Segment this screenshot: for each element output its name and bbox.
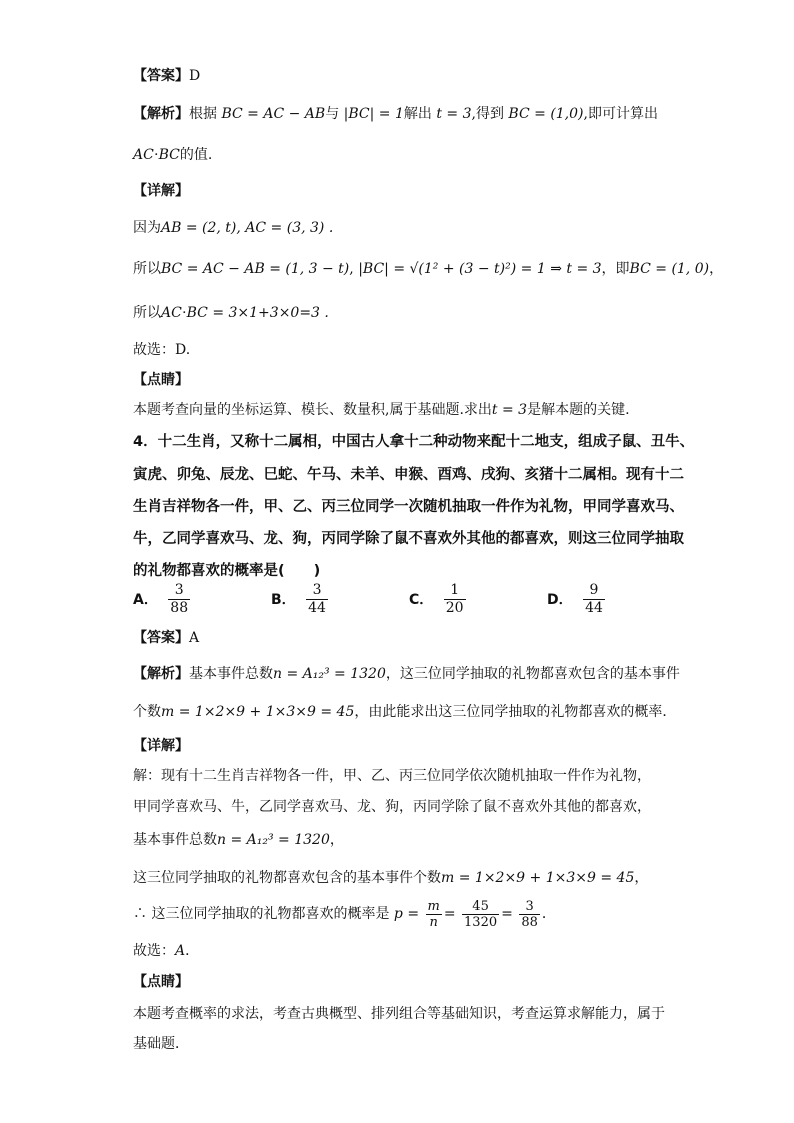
q3-comment-expr: t = 3 bbox=[491, 402, 528, 418]
q4-choose-line bbox=[133, 941, 199, 961]
q3-detail2-expr3: BC = (1, 0) bbox=[629, 261, 710, 277]
q4-detail-line1: 解：现有十二生肖吉祥物各一件，甲、乙、丙三位同学依次随机抽取一件作为礼物， bbox=[133, 768, 651, 784]
q3-detail-tag: 【详解】 bbox=[133, 183, 189, 199]
q4-choose-pre: 故选： bbox=[133, 943, 175, 959]
q4-stem-line3: 生肖吉祥物各一件，甲、乙、丙三位同学一次随机抽取一件作为礼物，甲同学喜欢马、 bbox=[133, 499, 684, 515]
q3-detail3-expr: AC⋅BC = 3×1+3×0=3 . bbox=[161, 305, 329, 321]
q3-analysis-eq1: BC = AC − AB bbox=[221, 106, 326, 122]
q3-analysis-eq4: BC = (1,0) bbox=[508, 106, 584, 122]
q4-detail5-frac1 bbox=[426, 899, 442, 930]
q4-frac3-num: 3 bbox=[519, 899, 540, 915]
q3-answer-tag: 【答案】 bbox=[133, 68, 189, 84]
q4-detail5-frac2 bbox=[462, 899, 499, 930]
q3-analysis-line2-tail: 的值. bbox=[179, 147, 213, 163]
q3-choose-line bbox=[133, 340, 190, 360]
q4-option-d-label: D． bbox=[547, 591, 573, 608]
q4-option-a-fraction bbox=[168, 582, 190, 617]
q4-comment-tag: 【点睛】 bbox=[133, 974, 189, 990]
q4-option-d-num: 9 bbox=[583, 582, 605, 600]
q4-option-d-fraction bbox=[583, 582, 605, 617]
q4-analysis-tag: 【解析】 bbox=[133, 666, 189, 682]
q4-comment-tag-line bbox=[133, 972, 189, 992]
q4-detail-line3 bbox=[133, 830, 344, 850]
q4-stem-line4: 牛，乙同学喜欢马、龙、狗，丙同学除了鼠不喜欢外其他的都喜欢，则这三位同学抽取 bbox=[133, 531, 684, 547]
q3-analysis-tag: 【解析】 bbox=[133, 106, 189, 122]
q4-answer-tag: 【答案】 bbox=[133, 630, 189, 646]
q4-option-c-label: C． bbox=[409, 591, 434, 608]
q4-detail4-expr: m = 1×2×9 + 1×3×9 = 45 bbox=[441, 870, 635, 886]
q4-stem-line2: 寅虎、卯兔、辰龙、巳蛇、午马、未羊、申猴、酉鸡、戌狗、亥猪十二属相。现有十二 bbox=[133, 467, 684, 483]
q4-option-a-label: A． bbox=[133, 591, 158, 608]
q4-detail3-pre: 基本事件总数 bbox=[133, 832, 217, 848]
q4-analysis2-expr: m = 1×2×9 + 1×3×9 = 45 bbox=[161, 704, 355, 720]
q3-comment-tail: 是解本题的关键. bbox=[527, 402, 630, 418]
q4-analysis2-pre: 个数 bbox=[133, 704, 161, 720]
q3-detail1-pre: 因为 bbox=[133, 220, 161, 236]
q4-detail3-expr: n = A₁₂³ = 1320 bbox=[217, 832, 330, 848]
q4-stem-line1: 4．十二生肖，又称十二属相，中国古人拿十二种动物来配十二地支，组成子鼠、丑牛、 bbox=[133, 434, 695, 450]
q4-detail4-tail: ， bbox=[634, 870, 649, 886]
q3-detail2-pre: 所以 bbox=[133, 261, 161, 277]
q4-detail5-frac3 bbox=[519, 899, 540, 930]
q4-option-d bbox=[547, 582, 607, 617]
q3-answer-value: D bbox=[189, 68, 201, 84]
q4-detail-line5: ∴ 这三位同学抽取的礼物都喜欢的概率是 p = $\frac{m}{n}$ = $\frac{45}{1320}$ = $\frac{3}{88}$ ． bbox=[133, 898, 556, 930]
q3-detail-tag-line bbox=[133, 181, 189, 201]
q4-option-b-label: B． bbox=[271, 591, 296, 608]
q4-option-b-num: 3 bbox=[306, 582, 328, 600]
q3-detail1-expr: AB = (2, t), AC = (3, 3) . bbox=[161, 220, 334, 236]
q3-comment-line bbox=[133, 400, 630, 420]
q4-detail-line2: 甲同学喜欢马、牛，乙同学喜欢马、龙、狗，丙同学除了鼠不喜欢外其他的都喜欢， bbox=[133, 799, 651, 815]
q3-analysis-mid3: ,得到 bbox=[471, 106, 504, 122]
q3-comment-pre: 本题考查向量的坐标运算、模长、数量积,属于基础题.求出 bbox=[133, 402, 492, 418]
q3-comment-tag: 【点睛】 bbox=[133, 372, 189, 388]
q3-choose: 故选：D. bbox=[133, 342, 191, 358]
q4-option-a-den: 88 bbox=[170, 600, 189, 616]
q4-choose-tail: ． bbox=[185, 943, 200, 959]
q4-comment-line2: 基础题． bbox=[133, 1036, 189, 1052]
q4-detail3-tail: ， bbox=[329, 832, 344, 848]
q4-detail-tag-line bbox=[133, 736, 189, 756]
q4-detail4-pre: 这三位同学抽取的礼物都喜欢包含的基本事件个数 bbox=[133, 870, 441, 886]
q3-comment-tag-line bbox=[133, 370, 189, 390]
q4-analysis2-tail: ，由此能求出这三位同学抽取的礼物都喜欢的概率． bbox=[354, 704, 677, 720]
q4-option-c-num: 1 bbox=[444, 582, 466, 600]
q4-analysis1-expr: n = A₁₂³ = 1320 bbox=[273, 666, 386, 682]
q4-detail-line4 bbox=[133, 868, 648, 888]
q3-analysis-mid: 与 bbox=[325, 106, 340, 122]
q4-answer-line bbox=[133, 628, 199, 648]
q4-option-b-den: 44 bbox=[308, 600, 326, 616]
q4-option-c bbox=[409, 582, 468, 617]
q3-analysis-pre: 根据 bbox=[189, 106, 217, 122]
q4-comment-line1: 本题考查概率的求法，考查古典概型、排列组合等基础知识，考查运算求解能力，属于 bbox=[133, 1006, 665, 1022]
q4-detail5-pre: ∴ 这三位同学抽取的礼物都喜欢的概率是 bbox=[133, 906, 390, 922]
q3-analysis-eq3: t = 3 bbox=[436, 106, 472, 122]
q3-detail-line1 bbox=[133, 218, 333, 238]
q4-option-d-den: 44 bbox=[585, 600, 603, 616]
q4-option-b bbox=[271, 582, 330, 617]
q3-analysis-line2 bbox=[133, 145, 212, 165]
q4-option-c-fraction bbox=[444, 582, 466, 617]
q4-answer-value: A bbox=[189, 630, 200, 646]
q3-detail-line3 bbox=[133, 303, 329, 323]
q4-analysis1-pre: 基本事件总数 bbox=[189, 666, 273, 682]
q4-stem-line5: 的礼物都喜欢的概率是( ) bbox=[133, 563, 321, 579]
q4-analysis-line2 bbox=[133, 702, 676, 722]
q4-frac2-den: 1320 bbox=[464, 914, 498, 930]
q3-detail2-expr1: BC = AC − AB = (1, 3 − t) bbox=[161, 261, 350, 277]
q3-analysis-mid2: 解出 bbox=[403, 106, 432, 122]
q4-detail5-p: p = bbox=[393, 906, 420, 922]
q4-analysis1-tail: ，这三位同学抽取的礼物都喜欢包含的基本事件 bbox=[385, 666, 680, 682]
q3-analysis-line2-expr: AC⋅BC bbox=[133, 147, 180, 163]
q4-frac1-den: n bbox=[429, 914, 438, 930]
q4-detail-tag: 【详解】 bbox=[133, 738, 189, 754]
q4-option-a-num: 3 bbox=[168, 582, 190, 600]
q3-analysis-eq2: |BC| = 1 bbox=[343, 106, 404, 122]
q4-frac1-num: m bbox=[427, 898, 440, 914]
q3-detail3-pre: 所以 bbox=[133, 305, 161, 321]
q3-detail-line2: 所以BC = AC − AB = (1, 3 − t), |BC| = √(1² + (3 − t)²) = 1 ⇒ t = 3，即BC = (1, 0)， bbox=[133, 261, 724, 277]
q4-frac2-num: 45 bbox=[462, 899, 499, 915]
q4-frac3-den: 88 bbox=[521, 914, 538, 930]
q3-analysis-line1 bbox=[133, 104, 658, 124]
q4-choose-val: A bbox=[175, 943, 186, 959]
q3-answer-line bbox=[133, 66, 200, 86]
q4-option-c-den: 20 bbox=[445, 600, 464, 616]
q4-option-a bbox=[133, 582, 192, 617]
q3-detail2-expr2: |BC| = √(1² + (3 − t)²) = 1 ⇒ t = 3 bbox=[358, 261, 602, 277]
q4-option-b-fraction bbox=[306, 582, 328, 617]
q3-detail2-mid: ，即 bbox=[601, 261, 630, 277]
q3-detail2-tail: ， bbox=[709, 261, 724, 277]
q4-analysis-line1 bbox=[133, 664, 680, 684]
q3-analysis-tail: ,即可计算出 bbox=[583, 106, 658, 122]
